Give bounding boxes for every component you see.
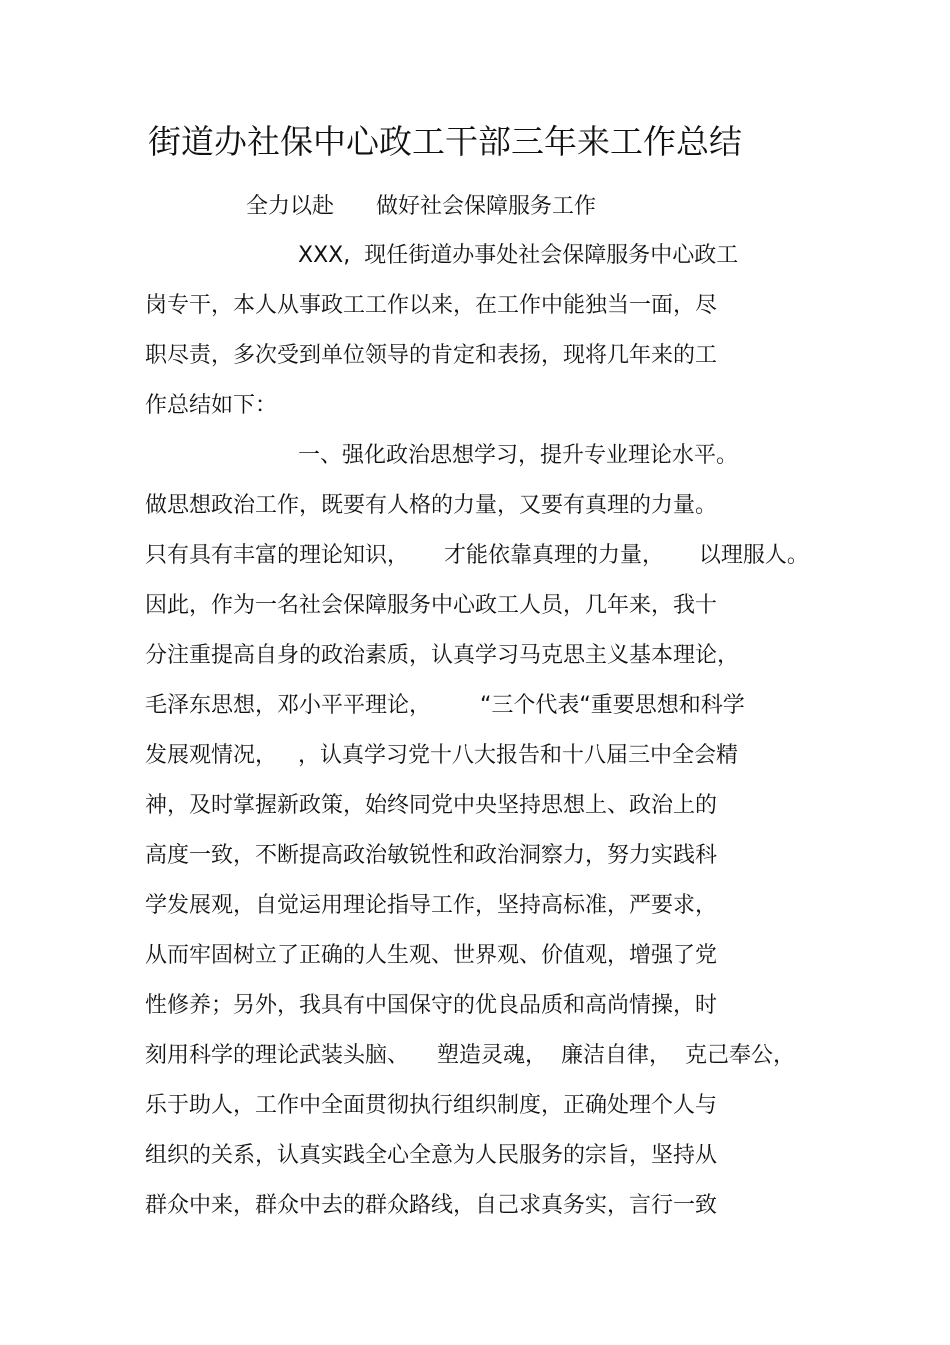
paragraph-line: 做思想政治工作，既要有人格的力量，又要有真理的力量。 <box>145 493 718 518</box>
paragraph-line: 组织的关系，认真实践全心全意为人民服务的宗旨，坚持从 <box>145 1143 718 1168</box>
paragraph-line: 乐于助人，工作中全面贯彻执行组织制度，正确处理个人与 <box>145 1093 718 1118</box>
paragraph-line: 刻用科学的理论武装头脑、 塑造灵魂， 廉洁自律， 克己奉公， <box>145 1043 795 1068</box>
paragraph-line: 毛泽东思想，邓小平平理论， “三个代表“重要思想和科学 <box>145 693 745 718</box>
paragraph-line: 发展观情况， ，认真学习党十八大报告和十八届三中全会精 <box>145 743 738 768</box>
paragraph-line: 高度一致，不断提高政治敏锐性和政治洞察力，努力实践科 <box>145 843 718 868</box>
paragraph-line: 群众中来，群众中去的群众路线，自己求真务实，言行一致 <box>145 1193 718 1218</box>
paragraph-line: 因此，作为一名社会保障服务中心政工人员，几年来，我十 <box>145 593 718 618</box>
paragraph-line: 作总结如下： <box>145 393 278 418</box>
section-heading: 一、强化政治思想学习，提升专业理论水平。 <box>298 443 739 468</box>
paragraph-line: 岗专干，本人从事政工工作以来，在工作中能独当一面，尽 <box>145 293 718 318</box>
paragraph-line: 分注重提高自身的政治素质，认真学习马克思主义基本理论， <box>145 643 740 668</box>
paragraph-line: 只有具有丰富的理论知识， 才能依靠真理的力量， 以理服人。 <box>145 543 809 568</box>
document-subtitle: 全力以赴 做好社会保障服务工作 <box>246 194 596 219</box>
paragraph-line: 学发展观，自觉运用理论指导工作，坚持高标准，严要求， <box>145 893 718 918</box>
paragraph-line: 性修养；另外，我具有中国保守的优良品质和高尚情操，时 <box>145 993 718 1018</box>
document-title: 街道办社保中心政工干部三年来工作总结 <box>148 122 742 161</box>
paragraph-line: 职尽责，多次受到单位领导的肯定和表扬，现将几年来的工 <box>145 343 718 368</box>
paragraph-line: 从而牢固树立了正确的人生观、世界观、价值观，增强了党 <box>145 943 718 968</box>
paragraph-line: 神，及时掌握新政策，始终同党中央坚持思想上、政治上的 <box>145 793 718 818</box>
paragraph-line: XXX, 现任街道办事处社会保障服务中心政工 <box>298 243 739 268</box>
